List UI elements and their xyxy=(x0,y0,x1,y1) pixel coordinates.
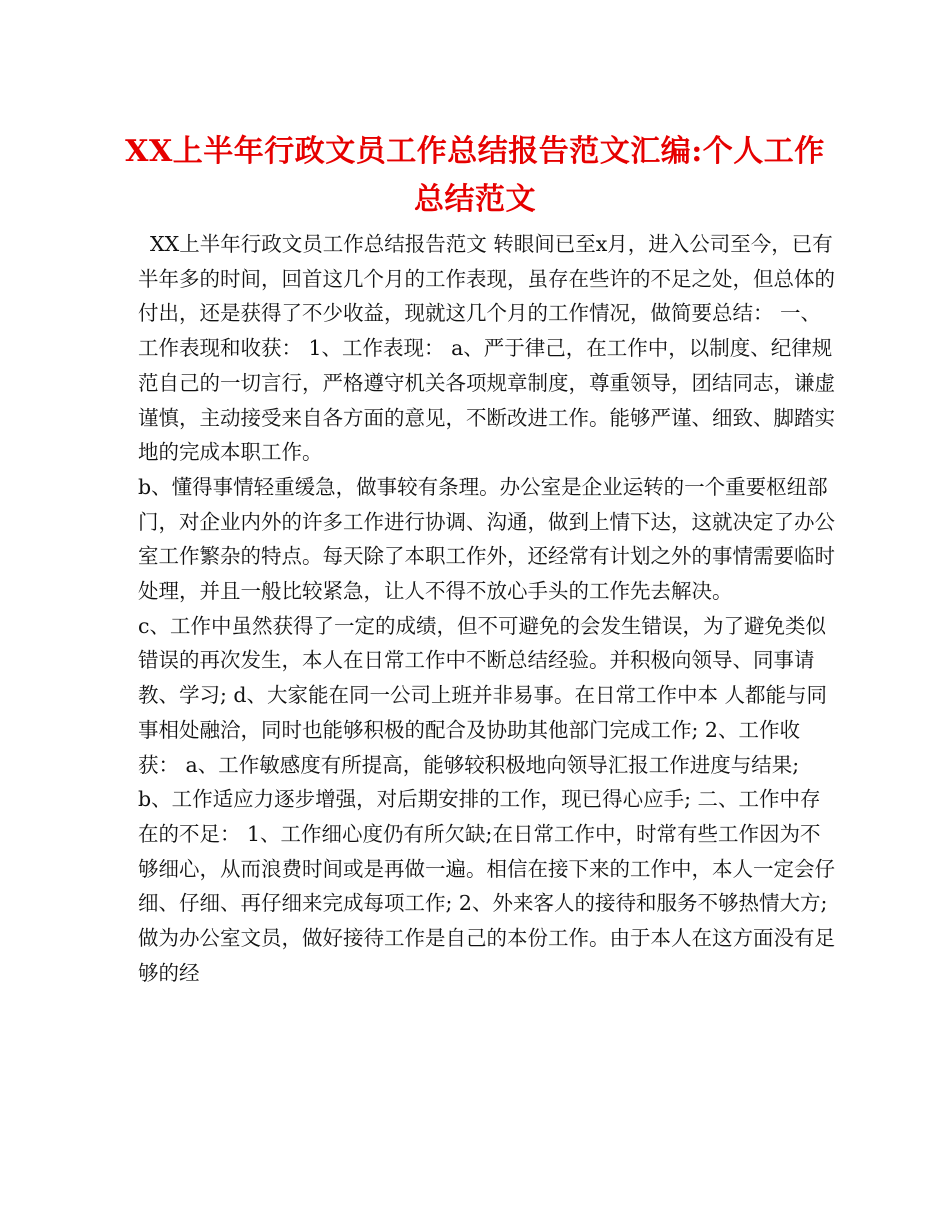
paragraph-c: c、工作中虽然获得了一定的成绩，但不可避免的会发生错误，为了避免类似错误的再次发生，本人在日常工作中不断总结经验。并积极向领导、同事请教、学习; d、大家能在同一公司上班并非易事。在日常工作中本 人都能与同事相处融洽，同时也能够积极的配合及协助其他部门完成工作; 2、工作收获： a、工作敏感度有所提高，能够较积极地向领导汇报工作进度与结果; b、工作适应力逐步增强，对后期安排的工作，现已得心应手; 二、工作中存在的不足： 1、工作细心度仍有所欠缺;在日常工作中，时常有些工作因为不够细心，从而浪费时间或是再做一遍。相信在接下来的工作中，本人一定会仔细、仔细、再仔细来完成每项工作; 2、外来客人的接待和服务不够热情大方;做为办公室文员，做好接待工作是自己的本份工作。由于本人在这方面没有足够的经 xyxy=(138,613,835,985)
paragraph-intro: XX上半年行政文员工作总结报告范文 转眼间已至x月，进入公司至今，已有半年多的时间，回首这几个月的工作表现，虽存在些许的不足之处，但总体的付出，还是获得了不少收益，现就这几个月的工作情况，做简要总结： 一、工作表现和收获： 1、工作表现： a、严于律己，在工作中，以制度、纪律规范自己的一切言行，严格遵守机关各项规章制度，尊重领导，团结同志，谦虚谨慎，主动接受来自各方面的意见，不断改进工作。能够严谨、细致、脚踏实地的完成本职工作。 xyxy=(138,232,835,465)
document-title: XX上半年行政文员工作总结报告范文汇编:个人工作总结范文 xyxy=(125,134,825,217)
document-body xyxy=(138,227,838,990)
paragraph-b: b、懂得事情轻重缓急，做事较有条理。办公室是企业运转的一个重要枢纽部门，对企业内外的许多工作进行协调、沟通，做到上情下达，这就决定了办公室工作繁杂的特点。每天除了本职工作外，还经常有计划之外的事情需要临时处理，并且一般比较紧急，让人不得不放心手头的工作先去解决。 xyxy=(138,474,835,604)
